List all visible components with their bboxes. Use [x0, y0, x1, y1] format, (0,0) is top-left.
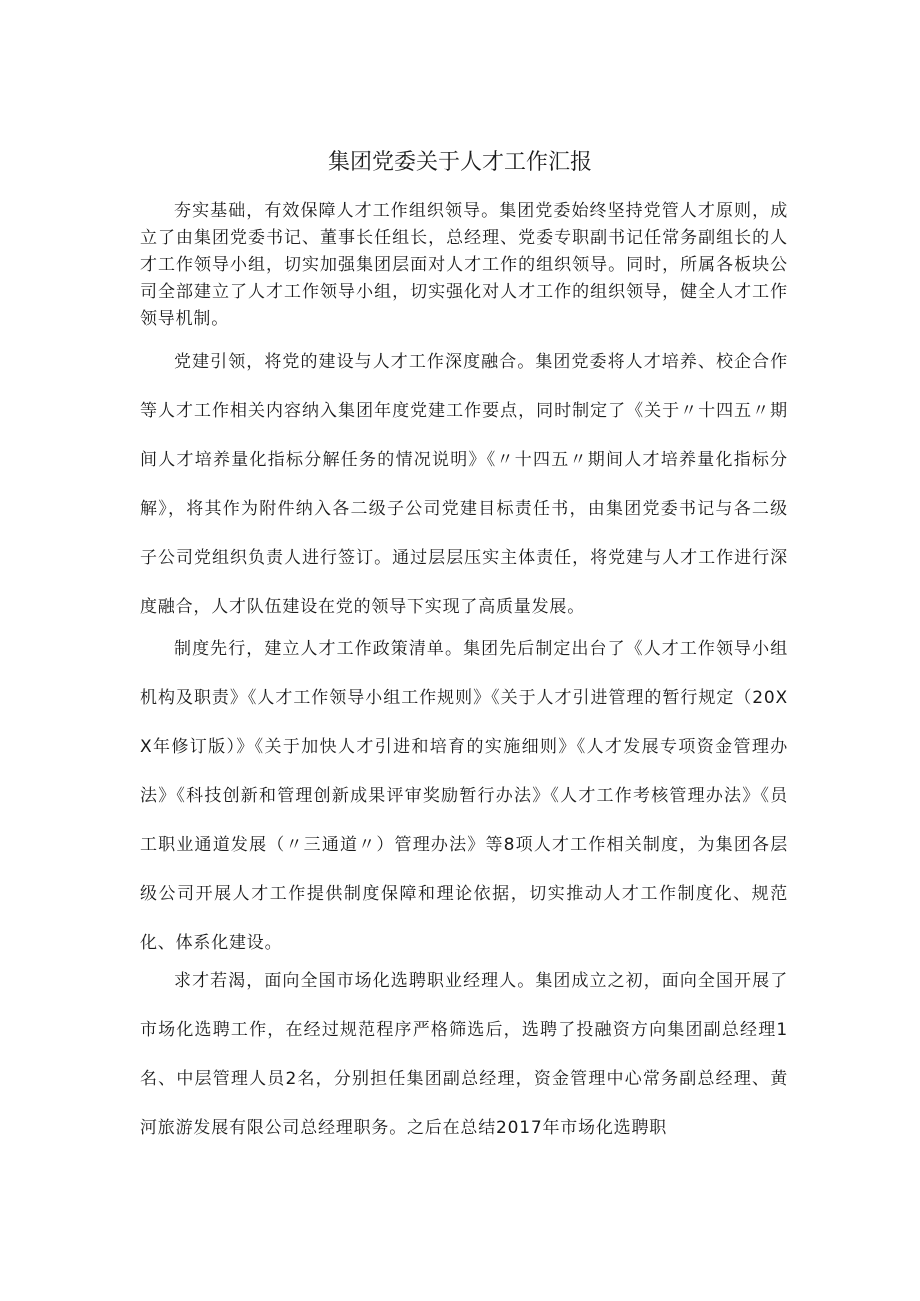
paragraph-party-building: 党建引领，将党的建设与人才工作深度融合。集团党委将人才培养、校企合作等人才工作相关内容纳入集团年度党建工作要点，同时制定了《关于〃十四五〃期间人才培养量化指标分解任务的情况说明》《〃十四五〃期间人才培养量化指标分解》，将其作为附件纳入各二级子公司党建目标责任书，由集团党委书记与各二级子公司党组织负责人进行签订。通过层层压实主体责任，将党建与人才工作进行深度融合，人才队伍建设在党的领导下实现了高质量发展。	[140, 352, 788, 617]
paragraph-recruitment: 求才若渴，面向全国市场化选聘职业经理人。集团成立之初，面向全国开展了市场化选聘工作，在经过规范程序严格筛选后，选聘了投融资方向集团副总经理1名、中层管理人员2名，分别担任集团副总经理，资金管理中心常务副总经理、黄河旅游发展有限公司总经理职务。之后在总结2017年市场化选聘职	[140, 971, 788, 1138]
paragraph-foundation: 夯实基础，有效保障人才工作组织领导。集团党委始终坚持党管人才原则，成立了由集团党委书记、董事长任组长，总经理、党委专职副书记任常务副组长的人才工作领导小组，切实加强集团层面对人才工作的组织领导。同时，所属各板块公司全部建立了人才工作领导小组，切实强化对人才工作的组织领导，健全人才工作领导机制。	[140, 201, 788, 329]
document-title: 集团党委关于人才工作汇报	[327, 150, 592, 175]
paragraph-policy-list: 制度先行，建立人才工作政策清单。集团先后制定出台了《人才工作领导小组机构及职责》《人才工作领导小组工作规则》《关于人才引进管理的暂行规定（20XX年修订版）》《关于加快人才引进和培育的实施细则》《人才发展专项资金管理办法》《科技创新和管理创新成果评审奖励暂行办法》《人才工作考核管理办法》《员工职业通道发展（〃三通道〃）管理办法》等8项人才工作相关制度，为集团各层级公司开展人才工作提供制度保障和理论依据，切实推动人才工作制度化、规范化、体系化建设。	[140, 639, 788, 953]
